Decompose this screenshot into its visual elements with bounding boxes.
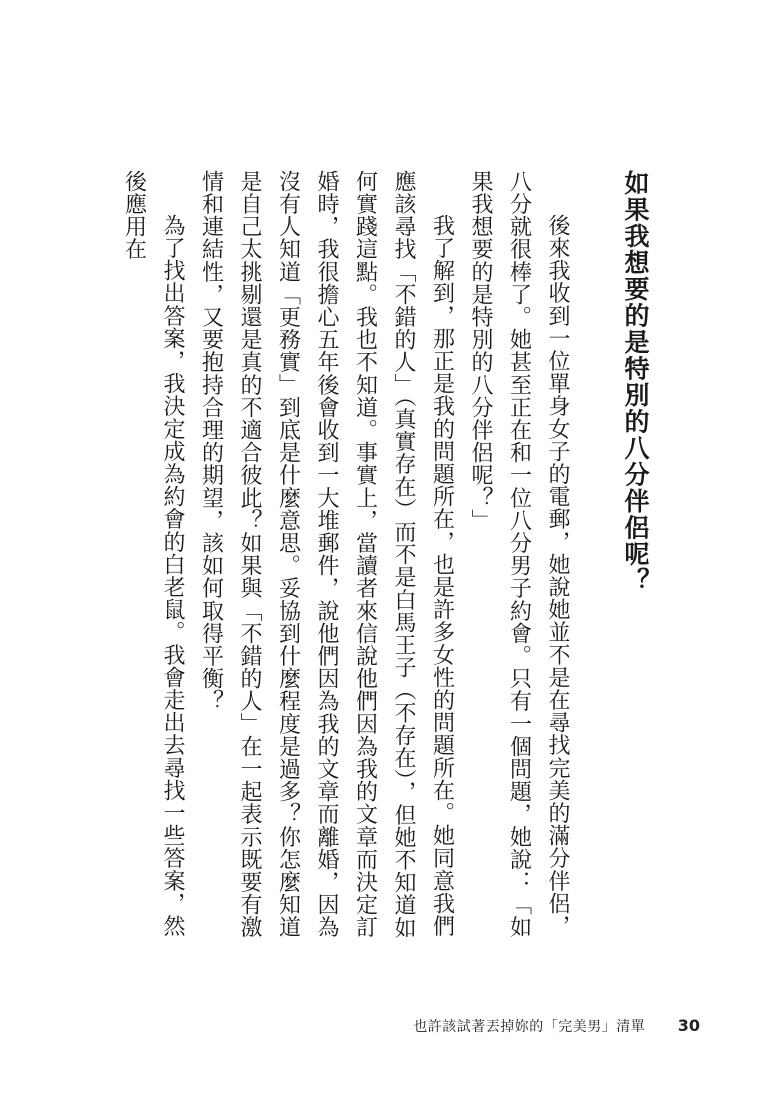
paragraph-1: 後來我收到一位單身女子的電郵，她說她並不是在尋找完美的滿分伴侶，八分就很棒了。她甚至正在和一位八分男子約會。只有一個問題，她說：「如果我想要的是特別的八分伴侶呢？」 — [468, 170, 570, 939]
running-head: 也許該試著丟掉妳的「完美男」清單 — [413, 1019, 646, 1035]
paragraph-3: 為了找出答案，我決定成為約會的白老鼠。我會走出去尋找一些答案，然後應用在 — [121, 170, 185, 938]
page-footer — [413, 1016, 700, 1036]
page-number: 30 — [677, 1016, 700, 1035]
vertical-text-block — [56, 170, 656, 940]
section-heading: 如果我想要的是特別的八分伴侶呢？ — [621, 170, 650, 594]
paragraph-2: 我了解到，那正是我的問題所在，也是許多女性的問題所在。她同意我們應該尋找「不錯的人」（真實存在）而不是白馬王子（不存在），但她不知道如何實踐這點。我也不知道。事實上，當讀者來信說他們因為我的文章而決定訂婚時，我很擔心五年後會收到一大堆郵件，說他們因為我的文章而離婚，因為沒有人知道「更務實」到底是什麼意思。妥協到什麼程度是過多？你怎麼知道是自己太挑剔還是真的不適合彼此？如果與「不錯的人」在一起表示既要有激情和連結性，又要抱持合理的期望，該如何取得平衡？ — [198, 170, 455, 939]
